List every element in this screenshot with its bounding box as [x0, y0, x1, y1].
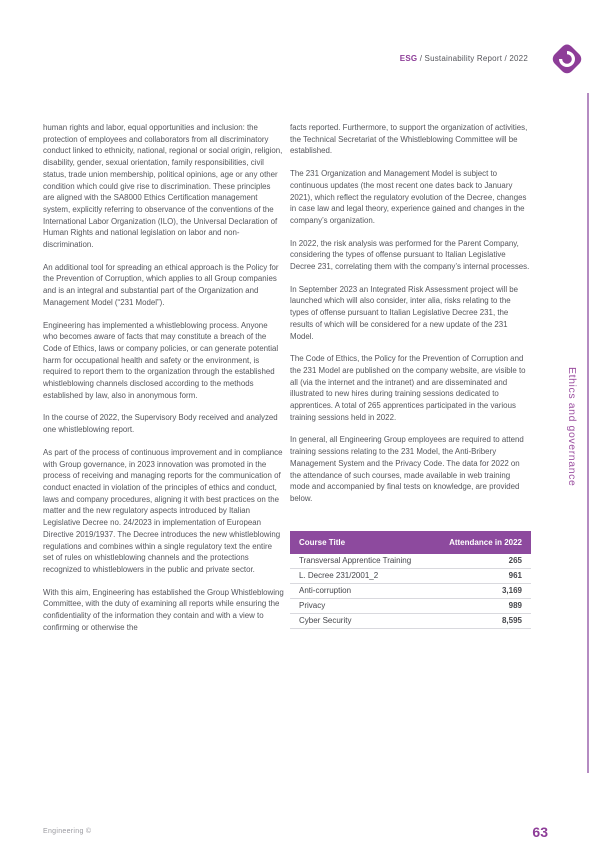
paragraph: In general, all Engineering Group employees are required to attend training sessions relating to the 231 Model, the Anti-Bribery Management System and the Privacy Code. The data for 2022 on the attendance of such courses, made available in web training mode and accompanied by final tests on knowledge, are provided below.: [290, 435, 524, 503]
table-row: [290, 599, 531, 614]
paragraph: In the course of 2022, the Supervisory Body received and analyzed one whistleblowing report.: [43, 413, 278, 435]
table-row: [290, 614, 531, 629]
left-column: [43, 122, 284, 644]
paragraph: As part of the process of continuous improvement and in compliance with Group governance, in 2023 innovation was promoted in the process of receiving and managing reports for the communication of conduct enacted in violation of the principles of ethics and conduct, laws and company procedures, aligning it with best practices on the matter and the new regulatory aspects introduced by Italian Legislative Decree no. 24/2023 in implementation of European Directive 2019/1937. The Decree introduces the new whistleblowing regulations and combines within a single regulatory text the entire set of rules on whistleblowing channels and the protections recognized to whistleblowers in the public and private sector.: [43, 447, 283, 574]
table-row: [290, 554, 531, 569]
table-header-row: [290, 531, 531, 554]
breadcrumb: [400, 54, 528, 63]
section-side-label: Ethics and governance: [566, 367, 578, 487]
engineering-logo-icon: [550, 42, 584, 76]
footer-brand: Engineering ©: [43, 828, 92, 835]
table-body: [290, 554, 531, 629]
course-title-cell: L. Decree 231/2001_2: [299, 571, 379, 581]
paragraph: The Code of Ethics, the Policy for the Prevention of Corruption and the 231 Model are published on the company website, are visible to all (via the internet and the intranet) and are disseminated and illustrated to new hires during training sessions dedicated to apprentices. A total of 265 apprentices participated in the various training sessions held in 2022.: [290, 354, 526, 422]
paragraph: human rights and labor, equal opportunities and inclusion: the protection of employees and collaborators from all discriminatory conduct linked to ethnicity, national, regional or social origin, religion, disability, gender, sexual orientation, family responsibilities, civil status, trade union membership, political opinions, age or any other condition which could give rise to discrimination. These principles are aligned with the SA8000 Ethics Certification management system, explicitly referring to observance of the conventions of the International Labor Organization (ILO), the Universal Declaration of Human Rights and national legislation on labor and non-discrimination.: [43, 123, 283, 250]
attendance-value-cell: 3,169: [501, 586, 522, 596]
paragraph: With this aim, Engineering has established the Group Whistleblowing Committee, with the duty of examining all reports while ensuring the confidentiality of the information they contain and with a view to confirming or otherwise the: [43, 587, 284, 632]
course-title-cell: Transversal Apprentice Training: [299, 556, 412, 566]
paragraph: Engineering has implemented a whistleblowing process. Anyone who becomes aware of facts that may constitute a breach of the Code of Ethics, laws or company policies, or can generate potential harm for occupational health and safety or the environment, is required to report them to the organization through the established whistleblowing channels disclosed according to the methods established by law, also in anonymous form.: [43, 320, 279, 400]
side-rule: [587, 93, 589, 773]
attendance-header: Attendance in 2022: [449, 537, 522, 547]
attendance-value-cell: 8,595: [501, 616, 522, 626]
course-title-cell: Anti-corruption: [299, 586, 352, 596]
paragraph: In 2022, the risk analysis was performed for the Parent Company, considering the types of offense pursuant to Italian Legislative Decree 231, correlating them with the company’s internal processes.: [290, 238, 530, 272]
course-title-cell: Cyber Security: [299, 616, 352, 626]
attendance-value-cell: 265: [508, 556, 522, 566]
page-number: 63: [532, 824, 548, 840]
paragraph: The 231 Organization and Management Model is subject to continuous updates (the most recent one dates back to January 2021), which reflect the regulatory evolution of the Decree, changes in case law and legal theory, experience gained and changes in the company’s organization.: [290, 169, 527, 225]
right-column: [290, 122, 531, 629]
paragraph: facts reported. Furthermore, to support the organization of activities, the Technical Secretariat of the Whistleblowing Committee will be established.: [290, 123, 528, 156]
breadcrumb-rest: / Sustainability Report / 2022: [417, 54, 528, 63]
attendance-table: [290, 531, 531, 629]
table-row: [290, 584, 531, 599]
table-row: [290, 569, 531, 584]
paragraph: An additional tool for spreading an ethical approach is the Policy for the Prevention of Corruption, which applies to all Group companies and is an integral and substantial part of the Organization and Management Model (“231 Model”).: [43, 262, 279, 307]
right-column-text: [290, 122, 531, 505]
paragraph: In September 2023 an Integrated Risk Assessment project will be launched which will also consider, inter alia, risks relating to the types of offense pursuant to Italian Legislative Decree 231, the results of which will be considered for a new update of the 231 Model.: [290, 284, 519, 341]
attendance-value-cell: 989: [508, 601, 522, 611]
course-title-header: Course Title: [299, 537, 346, 547]
breadcrumb-section: ESG: [399, 54, 418, 63]
attendance-value-cell: 961: [508, 571, 522, 581]
course-title-cell: Privacy: [299, 601, 326, 611]
